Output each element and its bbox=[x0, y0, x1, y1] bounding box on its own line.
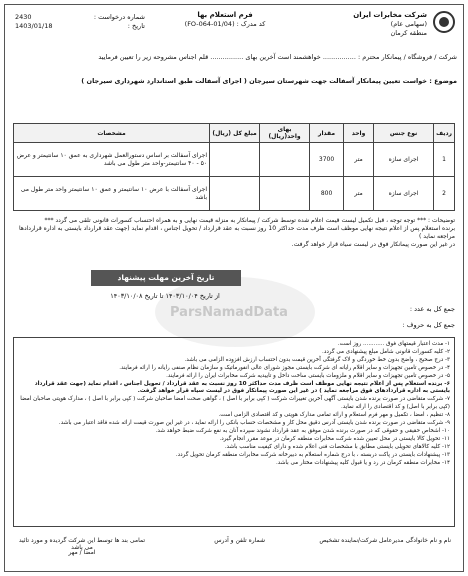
items-table bbox=[13, 123, 455, 211]
subject-line: موضوع : خواست تعیین پیمانکار آسفالت جهت شهرستان سیرجان ( اجرای آسفالت طبق استاندارد شهرداری سیرجان ) bbox=[81, 77, 457, 85]
term-item: ۹- شرکت متقاضی در صورت برنده شدن بایستی آدرس دقیق محل کار و مشخصات حساب بانکی را ارائه نماید ، در غیر این صورت قیمت ارائه شده فاقد اعتبار می باشد. bbox=[58, 420, 450, 427]
signature-footer bbox=[13, 533, 455, 569]
table-header-row bbox=[14, 124, 455, 143]
col-header: ردیف bbox=[434, 124, 455, 143]
approval-note: تمامی بند ها توسط این شرکت گردیده و مورد تائید می باشد bbox=[18, 537, 146, 551]
deadline-title: تاریخ آخرین مهلت پیشنهاد bbox=[91, 270, 241, 286]
row-number: 2 bbox=[434, 177, 455, 211]
request-number: شماره درخواست : 2430 bbox=[15, 13, 145, 21]
col-header: مشخصات bbox=[14, 124, 210, 143]
term-item: ۱۱- تحویل کالا بایستی در محل تعیین شده شرکت مخابرات منطقه کرمان در موعد مقرر انجام گیرد. bbox=[219, 435, 450, 442]
term-item: ۶- برنده استعلام پس از اعلام نتیجه نهایی موظف است ظرف مدت حداکثر 10 روز نسبت به عقد قرارداد / تحویل اجناس ، اقدام نماید (جهت عقد قرارداد بایستی به اداره قراردادهای فوق مراجعه نماید ) در غیر این صورت پیمانکار فوق در لیست سیاه قرار خواهد گرفت. bbox=[34, 380, 450, 395]
item-type: اجرای سازه bbox=[374, 177, 434, 211]
intro-line: شرکت / فروشگاه / پیمانکار محترم : ................ خواهشمند است آخرین بهای ................ قلم اجناس مشروحه زیر را تعیین فرمایید bbox=[98, 53, 457, 61]
term-item: ۲- کلیه کسورات قانونی شامل مبلغ پیشنهادی می گردد. bbox=[322, 348, 450, 355]
table-row bbox=[14, 177, 455, 211]
form-title-block: فرم استعلام بها کد مدرک : (FO-064-01/04) bbox=[184, 11, 266, 28]
col-header: بهای واحد(ریال) bbox=[260, 124, 310, 143]
watermark-text: ParsNamadData bbox=[170, 305, 288, 320]
item-qty: 3700 bbox=[310, 143, 344, 177]
item-desc: اجرای آسفالت با عرض ۱۰ سانتیمتر و عمق ۱۰ سانتیمتر واحد متر طول می باشد bbox=[14, 177, 210, 211]
request-date: تاریخ : 1403/01/18 bbox=[15, 22, 145, 30]
unit-price-cell[interactable] bbox=[260, 177, 310, 211]
term-item: ۱۲- کلیه کالاهای تحویلی بایستی مطابق با مشخصات فنی اعلام شده و دارای کیفیت مناسب باشد. bbox=[224, 443, 450, 450]
total-price-cell[interactable] bbox=[210, 177, 260, 211]
term-item: ۴- در خصوص تامین تجهیزات و سایر اقلام رایانه ای شرکت بایستی مجوز شورای عالی انفورماتیک و سازمان نظام صنفی رایانه را ارائه فرمایند. bbox=[119, 364, 450, 371]
term-item: ۱۰- اشخاص حقیقی و حقوقی که در صورت برنده شدن موفق به عقد قرارداد نشوند سپرده آنان به نفع شرکت ضبط خواهد شد. bbox=[155, 427, 450, 434]
col-header: واحد bbox=[344, 124, 374, 143]
request-form bbox=[4, 4, 464, 572]
deadline-text: از تاریخ ۱۴۰۳/۱۰/۰۴ تا تاریخ ۱۴۰۳/۱۰/۰۸ bbox=[110, 292, 220, 300]
total-words-label: جمع کل به حروف : bbox=[402, 321, 455, 329]
total-price-cell[interactable] bbox=[210, 143, 260, 177]
term-item: ۱- مدت اعتبار قیمتهای فوق ............ روز است. bbox=[337, 341, 450, 347]
item-unit: متر bbox=[344, 177, 374, 211]
signer-name-label: نام و نام خانوادگی مدیرعامل شرکت/نماینده تشخیص bbox=[319, 537, 451, 544]
unit-price-cell[interactable] bbox=[260, 143, 310, 177]
term-item: ۵- در خصوص تامین تجهیزات و سایر اقلام و ملزومات بایستی ساخت داخل و تاییدیه شرکت مخابرات ایران را ارائه فرمایند. bbox=[166, 372, 450, 379]
seal-label: امضا / مهر bbox=[68, 549, 96, 556]
term-item: ۳- درج صحیح ، واضح بدون خط خوردگی و لاک گرفتگی آخرین قیمت بدون احتساب ارزش افزوده الزامی می باشد. bbox=[184, 356, 450, 363]
row-number: 1 bbox=[434, 143, 455, 177]
form-meta bbox=[15, 13, 145, 31]
total-number-label: جمع کل به عدد : bbox=[409, 305, 455, 313]
item-qty: 800 bbox=[310, 177, 344, 211]
company-logo-icon bbox=[433, 11, 455, 33]
term-item: ۱۴- مخابرات منطقه کرمان در رد و یا قبول کلیه پیشنهادات مختار می باشد. bbox=[276, 459, 450, 466]
terms-box bbox=[13, 337, 455, 527]
contact-label: شماره تلفن و آدرس bbox=[214, 537, 265, 544]
term-item: ۸- تنظیم ، امضا ، تکمیل و مهر فرم استعلام و ارائه تمامی مدارک هویتی و کد اقتصادی الزامی است. bbox=[218, 412, 450, 419]
table-row bbox=[14, 143, 455, 177]
form-header bbox=[5, 5, 463, 45]
term-item: ۱۳- پیشنهادات بایستی در پاکت دربسته ، با درج شماره استعلام به دبیرخانه شرکت مخابرات منطقه کرمان تحویل گردد. bbox=[175, 451, 450, 458]
item-type: اجرای سازه bbox=[374, 143, 434, 177]
item-desc: اجرای آسفالت بر اساس دستورالعمل شهرداری به عمق ۱۰ سانتیمتر و عرض ۵۰ - ۴۰ سانتیمتر-واحد متر طول می باشد bbox=[14, 143, 210, 177]
col-header: نوع جنس bbox=[374, 124, 434, 143]
company-name: شرکت مخابرات ایران (سهامی عام) منطقه کرمان bbox=[353, 11, 427, 37]
term-item: ۷- شرکت متقاضی در صورت برنده شدن بایستی آگهی آخرین تغییرات شرکت ( کپی برابر با اصل ) ، گواهی صحت امضا صاحبان شرکت ( کپی برابر با اصل ) ، مدارک هویتی صاحبان امضا (کپی برابر با اصل) و کد اقتصادی را ارائه نماید. bbox=[20, 396, 450, 411]
col-header: مقدار bbox=[310, 124, 344, 143]
item-unit: متر bbox=[344, 143, 374, 177]
notes: توضیحات : *** توجه توجه ، قبل تکمیل لیست قیمت اعلام شده توسط شرکت / پیمانکار به منزله قیمت نهایی و به همراه احتساب کسورات قانونی تلقی می گردد *** برنده استعلام پس از اعلام نتیجه نهایی موظف است ظرف مدت حداکثر 10 روز نسبت به عقد قرارداد / تحویل اجناس ، اقدام نماید (جهت عقد قرارداد بایستی به اداره قراردادها مراجعه نماید ) در غیر این صورت پیمانکار فوق در لیست سیاه قرار خواهد گرفت. bbox=[18, 217, 455, 248]
col-header: مبلغ کل (ریال) bbox=[210, 124, 260, 143]
